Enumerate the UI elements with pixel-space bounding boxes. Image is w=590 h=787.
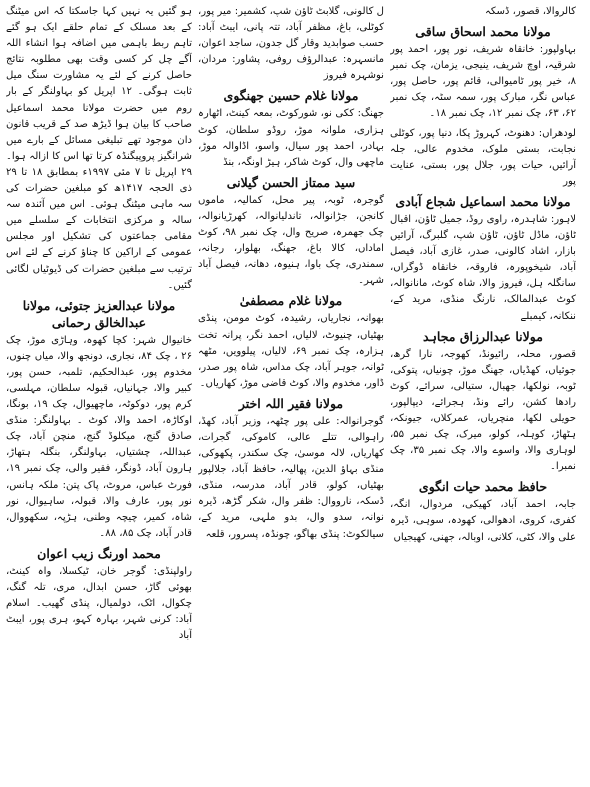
section-text: جھنگ: ککی نو، شورکوٹ، بمعہ کینٹ، اٹھارہ ہزاری، ملوانہ موڑ، روڈو سلطان، کوٹ بہادر، احمد پور سیال، واسو، اڈاوالہ موڑ، ماچھی وال، کوٹ شاکر، ہیڑ اونگہ، بنڈ [198, 108, 384, 168]
section-text: ل کالونی، گلابٹ ٹاؤن شپ، کشمیر: میر پور، کوٹلی، باغ، مظفر آباد، تتہ پانی، ایبٹ آباد: حسب صوابدید وقار گل جدون، ساجد اعوان، مانسہرہ: عبدالرؤف روفی، پشاور: مردان، نوشہرہ فیروز [198, 6, 384, 82]
section-text: لاہور: شاہدرہ، راوی روڈ، جمیل ٹاؤن، اقبال ٹاؤن، ماڈل ٹاؤن، ٹاؤن شپ، گلبرگ، آرائیں بازار، اشاد کالونی، صدر، غازی آباد، فیصل آباد، شیخوپورہ، فاروقہ، خانقاہ ڈوگراں، سانگلہ ہل، فیروز والا، شاہ کوٹ، مانانوالہ، کوٹ عبدالمالک، نارنگ منڈی، مرید کے، ننکانہ، کیمبلے [390, 213, 576, 322]
section-text: قصور، محلہ، رائیونڈ، کھوجہ، نارا گرھ، جوئیاں، کھڈیاں، جھنگ موڑ، چونیاں، پتوکی، ٹوبہ، نولکھا، جھبال، ستیالی، سرائے، کوٹ رادھا کشن، رائے ونڈ، ہجرائے، دیپالپور، حویلی لکھا، منچریاں، عمرکلاں، جیونکہ، ہٹھاڑ، کوہلہ، کولو، میرک، چک نمبر ۵۵، لوہاری والا، واسوے والا، چک نمبر ۳۵، چک نمبرا۔ [390, 348, 576, 473]
section-gilani [198, 174, 384, 290]
section-heading: مولانا عبدالرزاق مجاہد [423, 328, 543, 344]
section-intro [6, 4, 192, 294]
section-mujahid [390, 328, 576, 476]
section-saqi [390, 23, 576, 122]
section-continued [390, 4, 576, 20]
section-jhangvi [198, 87, 384, 170]
section-text: ہو گئیں یہ نہیں کہا جاسکتا کہ اس میٹنگ کے بعد مسلک کے تمام حلقے ایک ہو گئے تاہم ربط باہمی میں اضافہ ہوا انشاء اللہ آگے چل کر کسی وقت بھی مطلوبہ نتائج حاصل کرنے کے لئے یہ مشاورت سنگ میل ثابت ہوگی۔ ۱۲ اپریل کو بہاولنگر کے بار روم میں حضرت مولانا محمد اسماعیل صاحب کا بیان ہوا ڈیڑھ صد کے قریب قانون دان موجود تھے تبلیغی مسائل کے بارے میں شرانگیز پروپیگنڈہ کرتا تھا اس کا ازالہ ہوا۔ ۲۹ اپریل تا ۷ مئی ۱۹۹۷ء بمطابق ۱۸ تا ۲۹ ذی الحجہ ۱۴۱۷ھ کو مبلغین حضرات کی سہ ماہی میٹنگ ہوئی۔ اس میں آئندہ سہ سالہ و مرکزی انتخابات کے سلسلے میں مقامی جماعتوں کی تشکیل اور مجلس عمومی کے اراکین کا چناؤ کرنے کے لئے اس ترتیب سے مبلغین حضرات کی ڈیوٹیاں لگائی گئیں۔ [6, 6, 192, 291]
section-continued [198, 4, 384, 84]
section-text: کالروالا، قصور، ڈسکہ [484, 6, 576, 17]
section-text: جابہ، احمد آباد، کھیکی، مردوال، انگہ، کفری، کروی، ادھوالی، کھودہ، سوہی، ڈیرہ علی والا، کٹی، کلانی، اوبالہ، جھنی، کھیجیاں [390, 499, 576, 543]
section-jatoi-rahmani [6, 297, 192, 542]
column-left [390, 4, 576, 787]
section-text: گوجرہ، ٹوبہ، پیر محل، کمالیہ، ماموں کانجن، جڑانوالہ، تاندلیانوالہ، کھرڑیانوالہ، چک جھمرہ، صریح وال، چک نمبر ۹۸، کوٹ اماداں، کالا باغ، جھنگ، بھلوار، رجانہ، سمندری، چک باوا، ہنیوہ، دھانہ، فیصل آباد شہر۔ [198, 194, 384, 287]
section-heading: مولانا غلام حسین جھنگوی [223, 88, 359, 104]
section-heading: مولانا محمد اسحاق ساقی [415, 24, 551, 40]
section-shujabadi [390, 193, 576, 325]
section-heading: مولانا محمد اسماعیل شجاع آبادی [395, 193, 571, 209]
section-text: خانیوال شہر: کچا کھوہ، وہاڑی موڑ، چک ۲۶ ، چک ۸۴، نجاری، دونجھ والا، میاں چنوں، مخدوم پور، عبدالحکیم، تلمبہ، حسن پور، کبیر والا، جہانیاں، قبولہ سلطان، مہلسی، کرم پور، دوکوٹہ، ماچھیوال، چک ۱۹، بونگا، اوکاڑہ، احمد والا، کوٹ ۔ بہاولنگر: منڈی صادق گنج، میکلوڈ گنج، منچن آباد، چک عبداللہ، چشتیاں، بہاولنگر، بنگلہ ہتھاڑ، ہارون آباد، ڈونگر، فقیر والی، چک نمبر ۱۹، فورٹ عباس، مروٹ، پاک پتن: ملکہ ہانس، نور پور، عارف والا، قبولہ، ساہیوال، نور شاہ، کمیر، چیچہ وطنی، ہڑپہ، سکھووال، قادر آباد، چک ۸۵، ۸۸۔ [6, 334, 192, 539]
section-heading: حافظ محمد حیات انگوی [418, 479, 548, 495]
section-akhtar [198, 395, 384, 543]
section-lodhran [390, 126, 576, 190]
section-angvi [390, 478, 576, 545]
section-mustafa [198, 292, 384, 391]
section-text: گوجرانوالہ: علی پور چٹھہ، وزیر آباد، کھڈ، راہوالی، تتلے عالی، کاموکی، گجرات، کھاریاں، لالہ موسیٰ، چک سکندر، پکھوکی، منڈی بہاؤ الدین، پھالیہ، حافظ آباد، جلالپور بھٹیاں، کولو، قادر آباد، مدرسہ، منڈی، ڈسکہ، نارووال: ظفر وال، شکر گڑھ، ڈیرہ نوانہ، سدو وال، بدو ملہی، مرید کے، سیالکوٹ: پنڈی بھاگو، چونڈہ، پسرور، قلعہ [198, 415, 384, 540]
section-heading: مولانا غلام مصطفیٰ [239, 293, 343, 309]
section-text: بہاولپور: خانقاہ شریف، نور پور، احمد پور شرقیہ، اوچ شریف، ینیجی، یزمان، چک نمبر ۸، خیر پور ٹامیوالی، قائم پور، حاصل پور، عباس نگر، مبارک پور، سمہ سٹہ، چک نمبر ۶۲، ۶۳، چک نمبر ۱۲، چک نمبر ۱۸۔ [390, 44, 576, 120]
column-middle [198, 4, 384, 787]
section-heading: مولانا فقیر اللہ اختر [238, 395, 344, 411]
section-heading: مولانا عبدالعزیز جتوئی، مولانا عبدالخالق رحمانی [22, 297, 176, 330]
section-text: لودھراں: دھنوٹ، کہروڑ پکا، دنیا پور، کوٹلی نجابت، بستی ملوک، مخدوم عالی، جلہ آرائیں، حیات پور، جلال پور، بستی، عنایت پور [390, 127, 576, 187]
section-aurangzeb [6, 545, 192, 644]
section-heading: محمد اورنگ زیب اعوان [37, 545, 161, 561]
section-heading: سید ممتاز الحسن گیلانی [226, 174, 356, 190]
section-text: راولپنڈی: گوجر خان، ٹیکسلا، واہ کینٹ، بھوئی گاڑ، حسن ابدال، مری، تلہ گنگ، چکوال، اٹک، دولمیال، پنڈی گھیب۔ اسلام آباد: کرنی شہر، بہارہ کہو، ہری پور، ایبٹ آباد [6, 565, 192, 642]
column-right [6, 4, 192, 787]
section-text: بھوانہ، نجاریاں، رشیدہ، کوٹ مومن، پنڈی بھٹیاں، چنیوٹ، لالیاں، احمد نگر، پرانہ تخت ہزارہ، چک نمبر ۶۹، لالیاں، پیلوویں، مٹھہ ٹوانہ، جوہر آباد، چک مداس، شاہ پور صدر، ڈاور، مخدوم والا، کوٹ قاضی موڑ، کھاریاں۔ [198, 313, 384, 389]
